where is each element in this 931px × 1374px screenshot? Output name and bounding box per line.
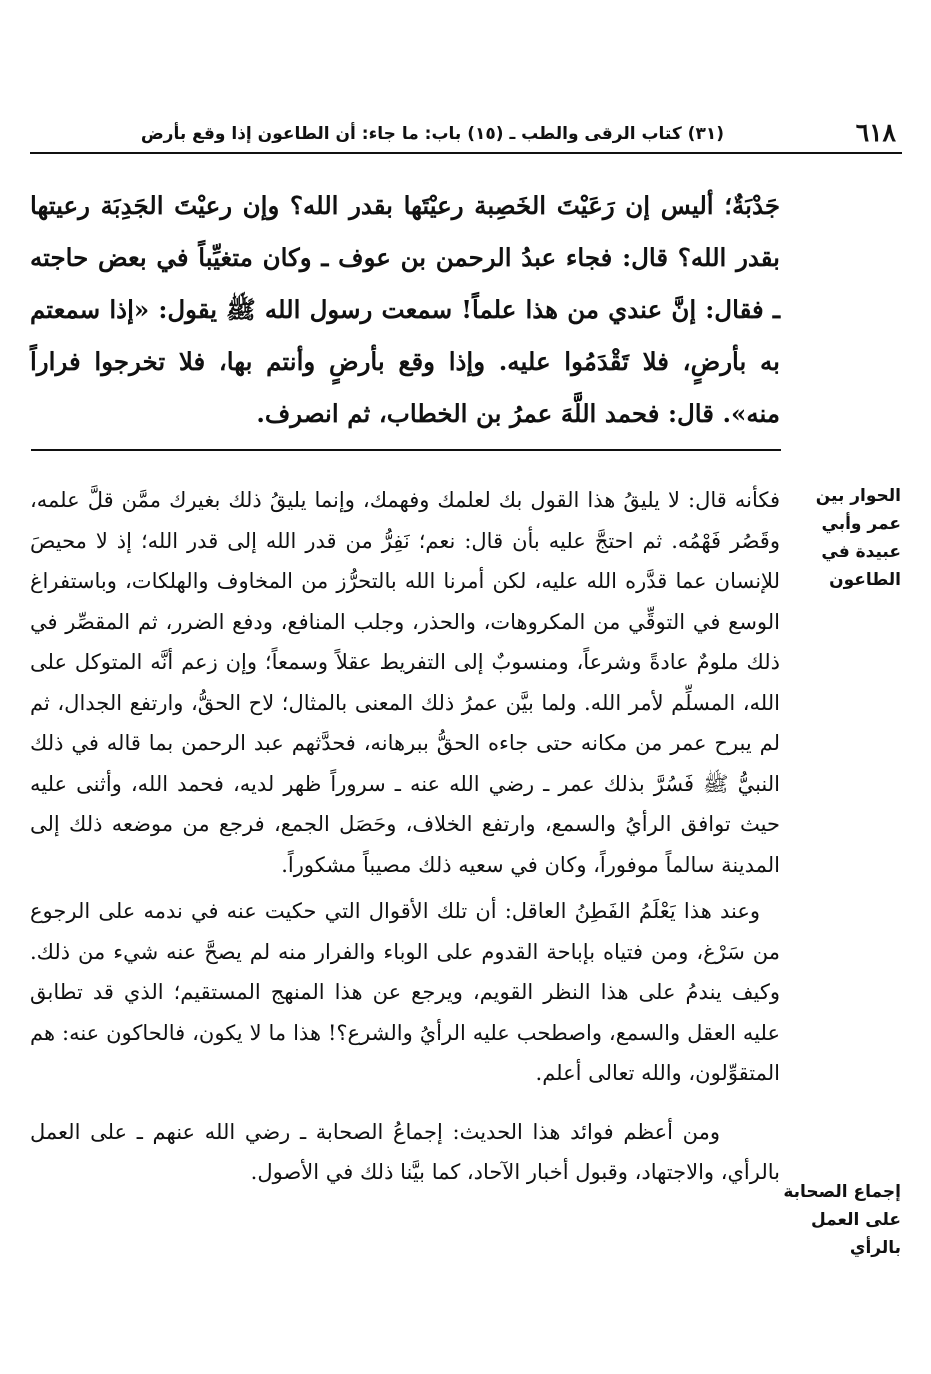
commentary-paragraph: وعند هذا يَعْلَمُ الفَطِنُ العاقل: أن تلك الأقوال التي حكيت عنه في ندمه على الرجوع من سَرْغ، ومن فتياه بإباحة القدوم على الوباء والفرار منه لم يصحَّ عنه شيء من ذلك. وكيف يندمُ على هذا النظر القويم، ويرجع عن هذا المنهج المستقيم؛ الذي قد تطابق عليه العقل والسمع، واصطحب عليه الرأيُ والشرع؟! هذا ما لا يكون، فالحاكون عنه: هم المتقوِّلون، والله تعالى أعلم. bbox=[30, 899, 780, 1085]
hadith-text-block bbox=[30, 180, 780, 440]
commentary-paragraph: ومن أعظم فوائد هذا الحديث: إجماعُ الصحابة ـ رضي الله عنهم ـ على العمل بالرأي، والاجتهاد، وقبول أخبار الآحاد، كما بيَّنا ذلك في الأصول. bbox=[30, 1119, 780, 1184]
hadith-paragraph: جَدْبَةٌ؛ أليس إن رَعَيْتَ الخَصِبة رعيْتَها بقدر الله؟ وإن رعيْتَ الجَدِبَة رعيتها بقدر الله؟ قال: فجاء عبدُ الرحمن بن عوف ـ وكان متغيِّباً في بعض حاجته ـ فقال: إنَّ عندي من هذا علماً! سمعت رسول الله ﷺ يقول: «إذا سمعتم به بأرضٍ، فلا تَقْدَمُوا عليه. وإذا وقع بأرضٍ وأنتم بها، فلا تخرجوا فراراً منه». قال: فحمد اللَّهَ عمرُ بن الخطاب، ثم انصرف. bbox=[30, 191, 780, 428]
commentary-block bbox=[30, 480, 780, 1193]
running-title: (٣١) كتاب الرقى والطب ـ (١٥) باب: ما جاء: أن الطاعون إذا وقع بأرض bbox=[140, 124, 724, 144]
page-number: ٦١٨ bbox=[855, 118, 896, 147]
footnote-separator bbox=[31, 449, 781, 451]
page-header bbox=[30, 118, 902, 154]
side-note-dialogue: الحوار بين عمر وأبي عبيدة في الطاعون bbox=[815, 486, 901, 590]
side-note-consensus: إجماع الصحابة على العمل بالرأي bbox=[783, 1182, 901, 1258]
commentary-paragraph: فكأنه قال: لا يليقُ هذا القول بك لعلمك وفهمك، وإنما يليقُ ذلك بغيرك ممَّن قلَّ علمه، وقَصُر فَهْمُه. ثم احتجَّ عليه بأن قال: نعم؛ نَفِرُّ من قدر الله إلى قدر الله؛ إذ لا محيصَ للإنسان عما قدَّره الله عليه، لكن أمرنا الله بالتحرُّز من المخاوف والهلكات، وباستفراغ الوسع في التوقِّي من المكروهات، والحذر، وجلب المنافع، ودفع الضرر، ثم المقصِّر في ذلك ملومٌ عادةً وشرعاً، ومنسوبٌ إلى التفريط عقلاً وسمعاً؛ وإن زعم أنَّه المتوكل على الله، المسلِّم لأمر الله. ولما بيَّن عمرُ ذلك المعنى بالمثال؛ لاح الحقُّ، وارتفع الجدال، ثم لم يبرح عمر من مكانه حتى جاءه الحقُّ ببرهانه، فحدَّثهم عبد الرحمن بما قاله في ذلك النبيُّ ﷺ فَسُرَّ بذلك عمر ـ رضي الله عنه ـ سروراً ظهر لديه، فحمد الله، وأثنى عليه حيث توافق الرأيُ والسمع، وارتفع الخلاف، وحَصَل الجمع، فرجع من موضعه ذلك إلى المدينة سالماً موفوراً، وكان في سعيه ذلك مصيباً مشكوراً. bbox=[30, 488, 780, 877]
